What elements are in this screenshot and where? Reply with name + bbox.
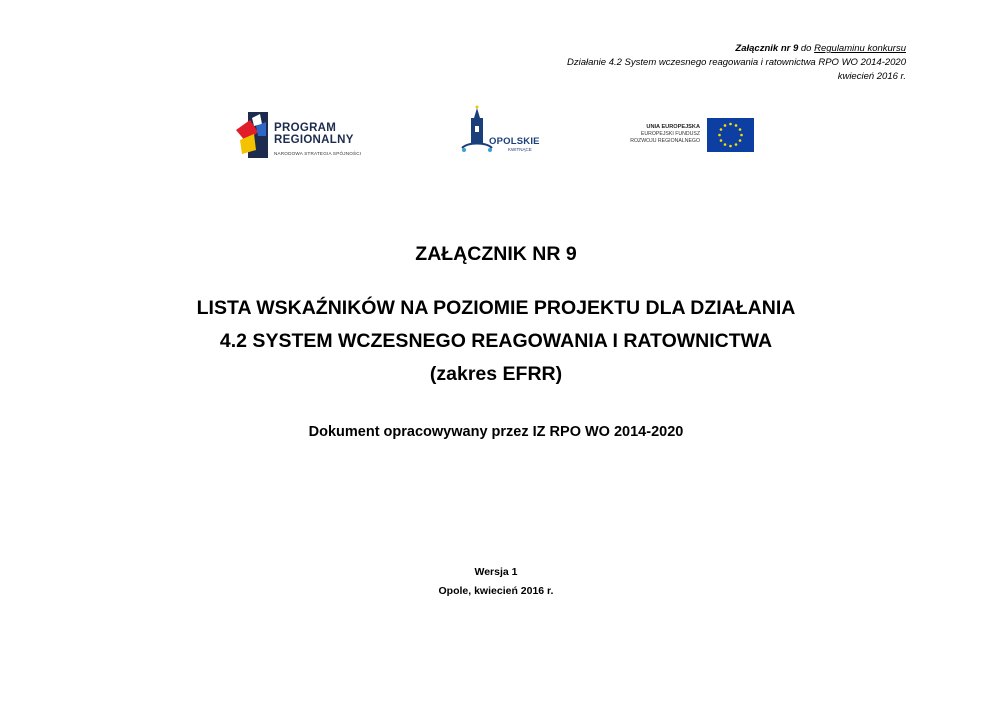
opolskie-label: OPOLSKIE bbox=[489, 136, 540, 147]
program-line1: PROGRAM bbox=[274, 122, 337, 134]
eu-line1: UNIA EUROPEJSKA bbox=[646, 124, 700, 130]
header-regulation-link: Regulaminu konkursu bbox=[814, 43, 906, 54]
header-annex-line bbox=[486, 42, 906, 56]
eu-star bbox=[729, 123, 732, 126]
program-line2: REGIONALNY bbox=[274, 134, 354, 146]
place-date-label: Opole, kwiecień 2016 r. bbox=[438, 585, 554, 597]
header-note bbox=[486, 42, 906, 84]
eu-star bbox=[724, 143, 727, 146]
version-label: Wersja 1 bbox=[474, 566, 518, 578]
eu-star bbox=[735, 143, 738, 146]
program-line3: NARODOWA STRATEGIA SPÓJNOŚCI bbox=[274, 151, 362, 156]
opolskie-sub: KWITNĄCE bbox=[508, 147, 532, 152]
eu-star bbox=[729, 145, 732, 148]
eu-star bbox=[724, 124, 727, 127]
header-annex-ref: Załącznik nr 9 bbox=[735, 43, 799, 54]
main-title-line3: (zakres EFRR) bbox=[429, 363, 563, 385]
main-title-line1: LISTA WSKAŹNIKÓW NA POZIOMIE PROJEKTU DLA DZIAŁANIA bbox=[196, 297, 796, 319]
program-regionalny-logo bbox=[236, 110, 386, 160]
main-title-line2: 4.2 SYSTEM WCZESNEGO REAGOWANIA I RATOWNICTWA bbox=[219, 330, 773, 352]
document-subtitle: Dokument opracowywany przez IZ RPO WO 2014-2020 bbox=[308, 424, 684, 440]
header-action-line: Działanie 4.2 System wczesnego reagowania i ratownictwa RPO WO 2014-2020 bbox=[567, 57, 906, 68]
eu-star bbox=[740, 134, 743, 137]
header-connector: do bbox=[798, 43, 815, 54]
eu-star bbox=[739, 139, 742, 142]
eu-stars-icon bbox=[707, 118, 754, 152]
eu-text bbox=[620, 124, 700, 145]
main-title bbox=[0, 292, 992, 391]
program-regionalny-text bbox=[274, 122, 361, 160]
eu-star bbox=[720, 139, 723, 142]
eu-star bbox=[735, 124, 738, 127]
header-date-line: kwiecień 2016 r. bbox=[837, 71, 906, 82]
opolskie-logo bbox=[456, 104, 546, 160]
eu-flag-icon bbox=[707, 118, 754, 152]
annex-title: ZAŁĄCZNIK NR 9 bbox=[415, 243, 577, 265]
eu-star bbox=[718, 134, 721, 137]
eu-line2: EUROPEJSKI FUNDUSZ bbox=[640, 131, 700, 137]
opolskie-tower-icon bbox=[456, 104, 546, 160]
eu-logo bbox=[620, 118, 755, 154]
eu-line3: ROZWOJU REGIONALNEGO bbox=[630, 138, 700, 144]
program-regionalny-emblem-icon bbox=[236, 110, 272, 160]
eu-star bbox=[720, 128, 723, 131]
eu-star bbox=[739, 128, 742, 131]
